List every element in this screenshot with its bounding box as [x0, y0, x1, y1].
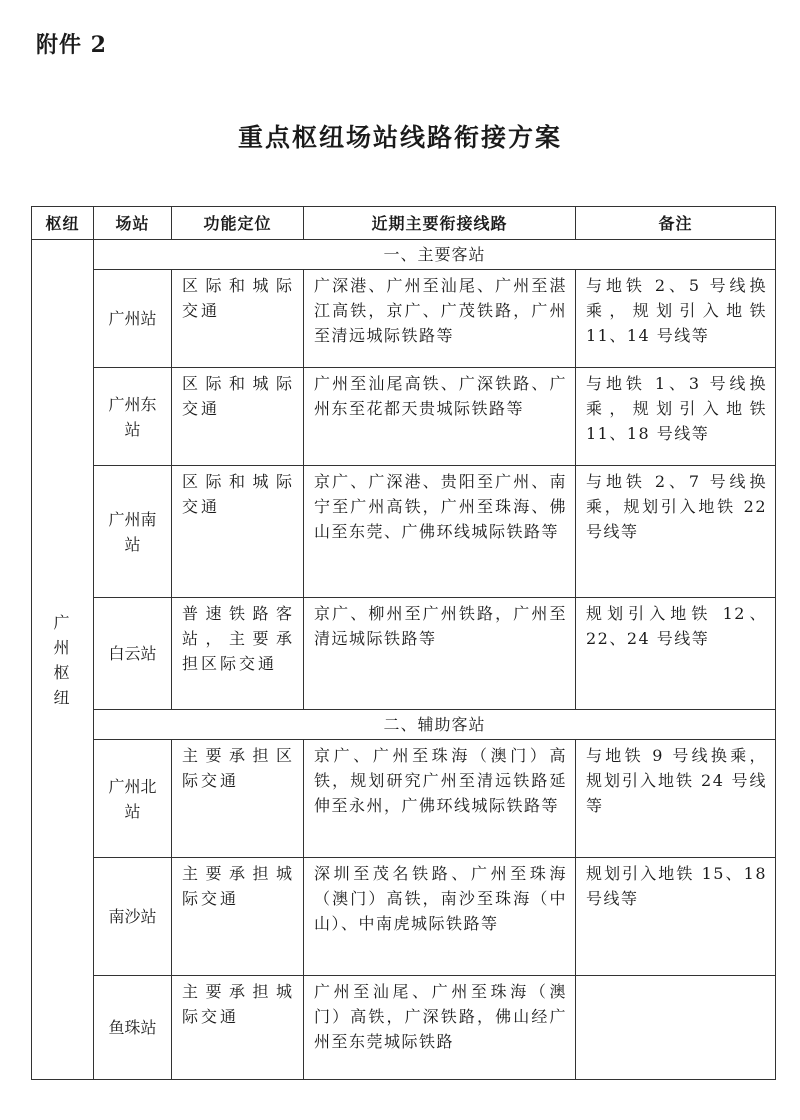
page-title: 重点枢纽场站线路衔接方案	[237, 123, 562, 152]
table-row	[32, 858, 776, 976]
function-cell: 主要承担区际交通	[172, 740, 304, 858]
lines-cell: 广州至汕尾高铁、广深铁路、广州东至花都天贵城际铁路等	[304, 368, 576, 466]
station-name: 白云站	[94, 598, 172, 710]
station-name: 广州南站	[94, 466, 172, 598]
note-cell: 与地铁 9 号线换乘，规划引入地铁 24 号线等	[576, 740, 776, 858]
hub-connection-table	[31, 206, 776, 1080]
lines-cell: 广深港、广州至汕尾、广州至湛江高铁，京广、广茂铁路，广州至清远城际铁路等	[304, 270, 576, 368]
lines-cell: 深圳至茂名铁路、广州至珠海（澳门）高铁，南沙至珠海（中山）、中南虎城际铁路等	[304, 858, 576, 976]
table-row	[32, 598, 776, 710]
function-cell: 区际和城际交通	[172, 368, 304, 466]
station-name: 南沙站	[94, 858, 172, 976]
header-lines: 近期主要衔接线路	[304, 207, 576, 240]
station-name: 广州东站	[94, 368, 172, 466]
lines-cell: 京广、柳州至广州铁路，广州至清远城际铁路等	[304, 598, 576, 710]
lines-cell: 广州至汕尾、广州至珠海（澳门）高铁，广深铁路，佛山经广州至东莞城际铁路	[304, 976, 576, 1080]
section-heading: 一、主要客站	[94, 240, 776, 270]
function-cell: 主要承担城际交通	[172, 976, 304, 1080]
lines-cell: 京广、广深港、贵阳至广州、南宁至广州高铁，广州至珠海、佛山至东莞、广佛环线城际铁路等	[304, 466, 576, 598]
lines-cell: 京广、广州至珠海（澳门）高铁，规划研究广州至清远铁路延伸至永州，广佛环线城际铁路等	[304, 740, 576, 858]
function-cell: 区际和城际交通	[172, 466, 304, 598]
station-name: 广州站	[94, 270, 172, 368]
station-name: 鱼珠站	[94, 976, 172, 1080]
note-cell: 与地铁 2、7 号线换乘，规划引入地铁 22 号线等	[576, 466, 776, 598]
note-cell	[576, 976, 776, 1080]
section-heading: 二、辅助客站	[94, 710, 776, 740]
table-row	[32, 976, 776, 1080]
header-station: 场站	[94, 207, 172, 240]
note-cell: 规划引入地铁 15、18 号线等	[576, 858, 776, 976]
table-row	[32, 740, 776, 858]
function-cell: 主要承担城际交通	[172, 858, 304, 976]
note-cell: 与地铁 2、5 号线换乘，规划引入地铁 11、14 号线等	[576, 270, 776, 368]
note-cell: 与地铁 1、3 号线换乘，规划引入地铁 11、18 号线等	[576, 368, 776, 466]
function-cell: 区际和城际交通	[172, 270, 304, 368]
header-note: 备注	[576, 207, 776, 240]
table-row	[32, 270, 776, 368]
note-cell: 规划引入地铁 12、22、24 号线等	[576, 598, 776, 710]
attachment-label: 附件 2	[36, 32, 107, 58]
header-hub: 枢纽	[32, 207, 94, 240]
header-function: 功能定位	[172, 207, 304, 240]
table-row	[32, 368, 776, 466]
table-header-row	[32, 207, 776, 240]
station-name: 广州北站	[94, 740, 172, 858]
hub-cell: 广州枢纽	[32, 240, 94, 1080]
section-row	[32, 240, 776, 270]
table-row	[32, 466, 776, 598]
function-cell: 普速铁路客站，主要承担区际交通	[172, 598, 304, 710]
section-row	[32, 710, 776, 740]
